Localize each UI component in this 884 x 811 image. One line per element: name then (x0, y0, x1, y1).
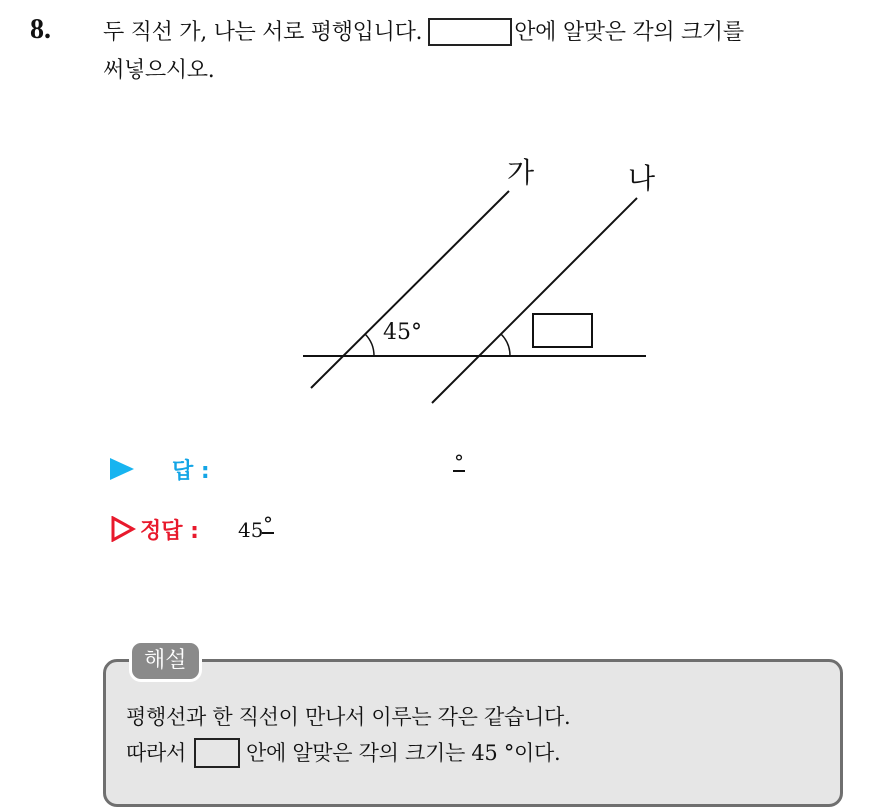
angle-arc-ga (365, 334, 374, 356)
explanation-blank-box (194, 738, 240, 768)
correct-answer-label: 정답 : (140, 519, 199, 544)
label-na: 나 (628, 162, 656, 195)
explanation-line2-part1: 따라서 (126, 741, 186, 765)
play-filled-icon (110, 458, 134, 480)
angle-arc-na (501, 334, 510, 356)
correct-answer-row (110, 512, 510, 546)
question-line2: 써넣으시오. (103, 58, 215, 83)
answer-label: 답 : (172, 459, 210, 484)
play-outline-icon (110, 516, 136, 542)
question-number: 8. (30, 14, 51, 45)
question-line1-part2: 안에 알맞은 각의 크기를 (514, 20, 744, 45)
answer-row (110, 452, 510, 486)
correct-answer-value: 45 (238, 518, 264, 542)
angle-label-45: 45° (383, 320, 422, 345)
answer-degree-mark: ° (454, 450, 464, 474)
explanation-line1: 평행선과 한 직선이 만나서 이루는 각은 같습니다. (126, 705, 571, 729)
line-ga (311, 191, 509, 388)
angle-answer-box (533, 314, 592, 347)
explanation-tab: 해설 (129, 640, 202, 682)
label-ga: 가 (507, 156, 535, 189)
line-na (432, 198, 637, 403)
explanation-line2 (126, 737, 560, 768)
explanation-line2-part2: 안에 알맞은 각의 크기는 45 °이다. (245, 741, 561, 765)
explanation-box (103, 659, 843, 807)
correct-degree-mark: ° (263, 512, 273, 536)
question-line1-part1: 두 직선 가, 나는 서로 평행입니다. (103, 20, 423, 45)
